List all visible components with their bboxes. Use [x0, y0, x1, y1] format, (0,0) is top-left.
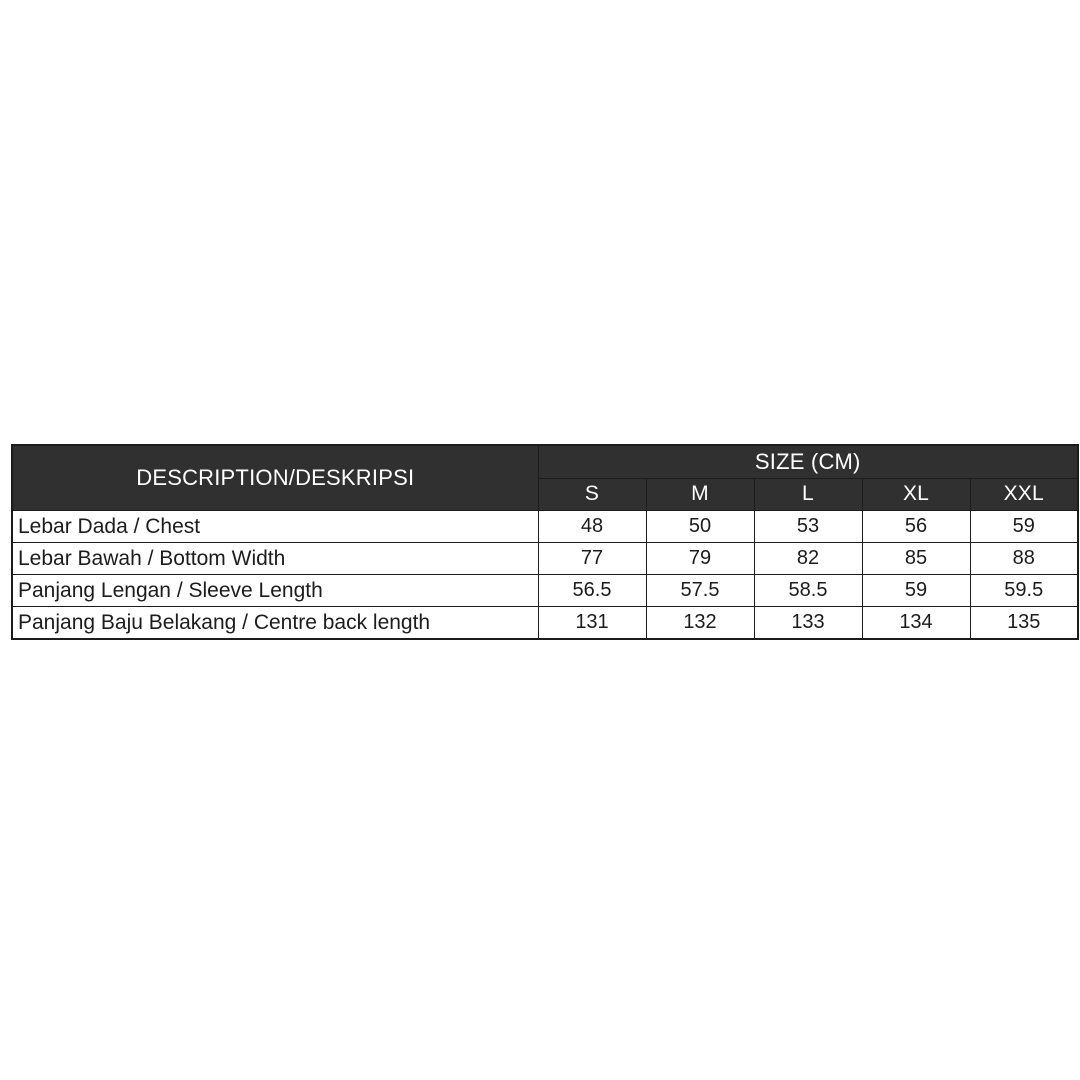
- table-cell: 88: [970, 543, 1078, 575]
- size-header-s: S: [538, 478, 646, 511]
- table-row: [12, 543, 1078, 575]
- size-header-l: L: [754, 478, 862, 511]
- size-chart-table: [11, 444, 1079, 640]
- size-header-m: M: [646, 478, 754, 511]
- table-cell: 132: [646, 607, 754, 640]
- table-cell: 48: [538, 511, 646, 543]
- table-cell: 58.5: [754, 575, 862, 607]
- table-cell: 56: [862, 511, 970, 543]
- table-cell: 50: [646, 511, 754, 543]
- size-header-xxl: XXL: [970, 478, 1078, 511]
- row-label-sleeve-length: Panjang Lengan / Sleeve Length: [12, 575, 538, 607]
- table-cell: 85: [862, 543, 970, 575]
- table-cell: 53: [754, 511, 862, 543]
- table-cell: 134: [862, 607, 970, 640]
- table-cell: 131: [538, 607, 646, 640]
- table-cell: 59: [862, 575, 970, 607]
- row-label-bottom-width: Lebar Bawah / Bottom Width: [12, 543, 538, 575]
- table-row: [12, 575, 1078, 607]
- table-cell: 56.5: [538, 575, 646, 607]
- table-cell: 59: [970, 511, 1078, 543]
- table-row: [12, 607, 1078, 640]
- row-label-chest: Lebar Dada / Chest: [12, 511, 538, 543]
- table-cell: 82: [754, 543, 862, 575]
- table-row: [12, 511, 1078, 543]
- row-label-centre-back-length: Panjang Baju Belakang / Centre back length: [12, 607, 538, 640]
- size-header: SIZE (CM): [538, 445, 1078, 478]
- description-header: DESCRIPTION/DESKRIPSI: [12, 445, 538, 511]
- table-cell: 77: [538, 543, 646, 575]
- table-cell: 57.5: [646, 575, 754, 607]
- table-cell: 59.5: [970, 575, 1078, 607]
- table-cell: 133: [754, 607, 862, 640]
- size-header-xl: XL: [862, 478, 970, 511]
- table-cell: 79: [646, 543, 754, 575]
- header-row-top: [12, 445, 1078, 478]
- table-cell: 135: [970, 607, 1078, 640]
